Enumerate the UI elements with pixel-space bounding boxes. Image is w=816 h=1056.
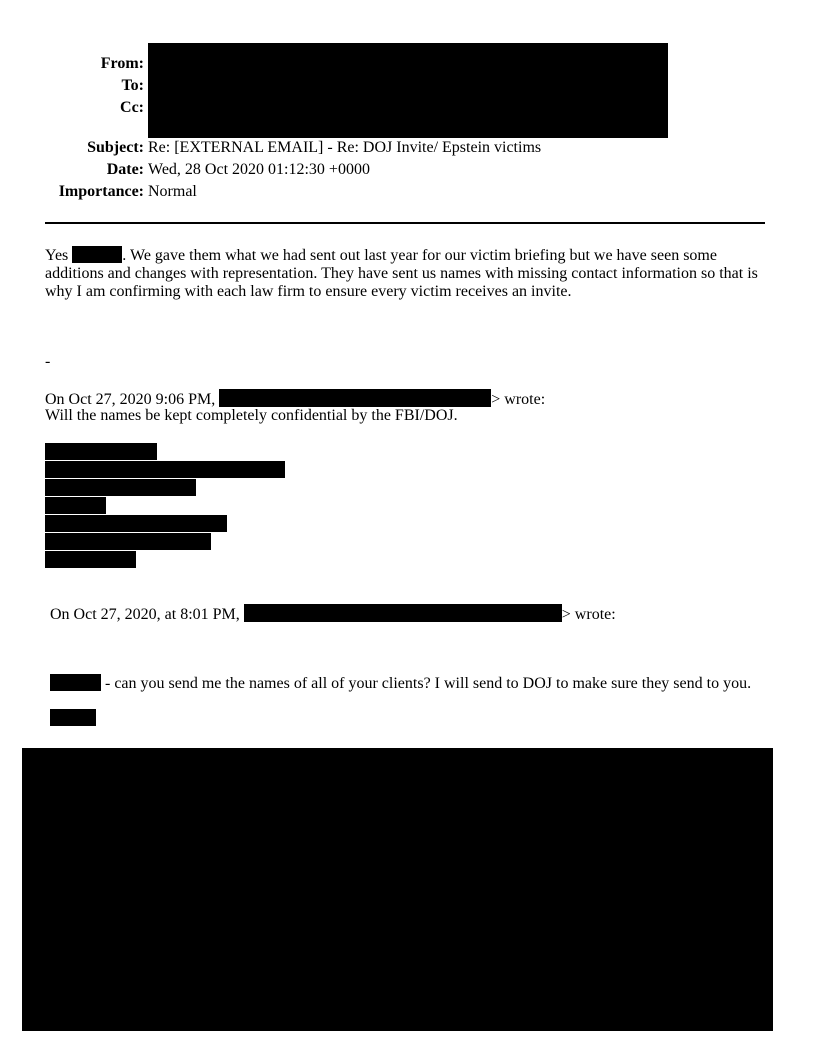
quote2-prefix: On Oct 27, 2020, at 8:01 PM, <box>50 606 240 623</box>
to-label: To: <box>121 77 144 94</box>
redaction-signature-line-4 <box>45 497 106 514</box>
redaction-signature-line-6 <box>45 533 211 550</box>
cc-label: Cc: <box>120 99 144 116</box>
quote1-prefix: On Oct 27, 2020 9:06 PM, <box>45 391 216 408</box>
quote1-header <box>45 389 545 409</box>
quote1-text: Will the names be kept completely confidential by the FBI/DOJ. <box>45 407 458 424</box>
redaction-signature-line-2 <box>45 461 285 478</box>
date-label: Date: <box>106 161 144 178</box>
quote2-body <box>50 674 751 693</box>
redaction-recipient-name <box>72 246 122 263</box>
quote1-suffix: > wrote: <box>491 391 546 408</box>
reply-text: . We gave them what we had sent out last year for our victim briefing but we have seen some additions and changes with representation. They have sent us names with missing contact information so that is why I am confirming with each law firm to ensure every victim receives an invite. <box>45 247 758 300</box>
quote2-header <box>50 604 616 624</box>
reply-intro: Yes <box>45 247 69 264</box>
from-label: From: <box>100 55 144 72</box>
redaction-signature-line-5 <box>45 515 227 532</box>
redaction-header-recipients <box>148 43 668 138</box>
quote2-suffix: > wrote: <box>561 606 616 623</box>
subject-value: Re: [EXTERNAL EMAIL] - Re: DOJ Invite/ Epstein victims <box>148 139 542 156</box>
redaction-signature-line-1 <box>45 443 157 460</box>
redaction-quote1-sender <box>219 389 491 407</box>
separator-dash: - <box>45 353 51 370</box>
redaction-large-block <box>22 748 773 1031</box>
reply-paragraph <box>45 246 767 301</box>
redaction-quote2-signature <box>50 709 96 726</box>
importance-value: Normal <box>148 183 197 200</box>
header-divider <box>45 222 765 224</box>
quote2-text: - can you send me the names of all of your clients? I will send to DOJ to make sure they send to you. <box>101 675 752 692</box>
redaction-quote2-sender <box>244 604 562 622</box>
redaction-signature-line-7 <box>45 551 136 568</box>
redaction-signature-line-3 <box>45 479 196 496</box>
importance-label: Importance: <box>58 183 144 200</box>
subject-label: Subject: <box>87 139 144 156</box>
redaction-quote2-addressee <box>50 674 101 691</box>
date-value: Wed, 28 Oct 2020 01:12:30 +0000 <box>148 161 370 178</box>
